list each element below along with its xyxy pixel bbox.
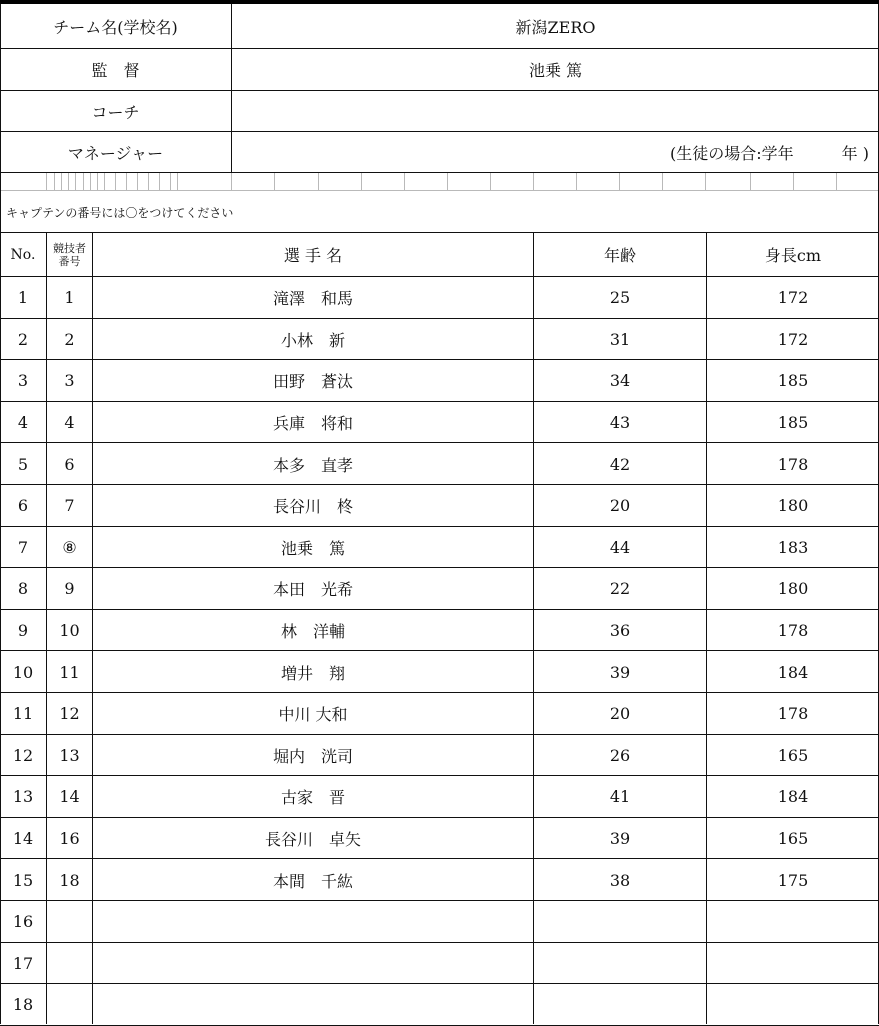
row-divider [0,359,879,360]
row-age [534,984,706,1026]
row-no: 1 [17,288,29,308]
row-player-name: 林 洋輔 [280,622,345,642]
row-age: 44 [609,537,631,557]
row-height: 180 [777,496,809,516]
column-divider [706,232,707,1024]
row-player-name: 本田 光希 [272,580,353,600]
row-athlete-number: 9 [64,579,75,599]
captain-note: キャプテンの番号には〇をつけてください [6,205,234,220]
row-age: 20 [609,704,631,724]
row-divider [0,484,879,485]
row-athlete-number: 12 [59,704,80,724]
table-header-divider [0,276,879,277]
row-divider [0,900,879,901]
row-age: 36 [609,621,631,641]
row-height: 165 [777,829,809,849]
tick-mark [447,173,448,190]
row-divider [0,318,879,319]
row-athlete-number: 6 [64,454,75,474]
tick-mark [104,173,105,190]
row-age: 34 [609,371,631,391]
row-no: 16 [12,912,34,932]
manager-value: 池乗 篤 [528,61,583,80]
row-no: 10 [12,662,34,682]
row-player-name: 本多 直孝 [272,455,353,475]
header-divider [0,90,879,91]
row-athlete-number: 10 [59,621,80,641]
row-player-name: 古家 晋 [280,788,345,808]
coach-label: コーチ [91,102,140,122]
header-athlete-number-line1: 競技者 [53,241,86,255]
row-no: 11 [12,704,34,724]
row-height: 178 [777,621,809,641]
table-top-border [0,232,879,233]
row-no: 2 [17,329,29,349]
tick-mark [662,173,663,190]
row-age: 26 [609,745,631,765]
left-border [0,4,1,1024]
row-no: 4 [17,413,29,433]
column-divider [46,232,47,1024]
header-divider [0,131,879,132]
row-divider [0,609,879,610]
tick-mark [159,173,160,190]
tick-mark [115,173,116,190]
coach-value [232,91,879,131]
tick-mark [126,173,127,190]
row-divider [0,983,879,984]
row-height: 184 [777,662,809,682]
row-age: 38 [609,870,631,890]
row-height: 165 [777,745,809,765]
tick-mark [231,173,232,190]
row-age: 43 [609,413,631,433]
spacer-divider [0,190,879,191]
row-player-name: 池乗 篤 [280,538,345,558]
row-height [707,901,879,943]
row-athlete-number [47,901,92,943]
row-height: 175 [777,870,809,890]
row-player-name: 長谷川 卓矢 [264,830,361,850]
row-no: 14 [12,829,34,849]
row-age: 22 [609,579,631,599]
row-athlete-number: 1 [64,288,75,308]
row-athlete-number [47,984,92,1026]
row-height: 185 [777,371,809,391]
row-athlete-number: 13 [59,745,80,765]
tick-mark [97,173,98,190]
row-player-name: 長谷川 柊 [272,497,353,517]
row-player-name [93,901,533,943]
row-age: 42 [609,454,631,474]
header-athlete-number-line2: 番号 [58,254,81,268]
row-no: 12 [12,745,34,765]
tick-mark [361,173,362,190]
header-athlete-number [47,233,92,276]
row-divider [0,858,879,859]
tick-mark [61,173,62,190]
row-height: 184 [777,787,809,807]
row-height: 172 [777,329,809,349]
tick-mark [148,173,149,190]
row-height: 178 [777,704,809,724]
row-no: 15 [12,870,34,890]
row-divider [0,526,879,527]
row-age: 25 [609,288,631,308]
row-player-name: 増井 翔 [280,663,345,683]
row-athlete-number: 18 [59,870,80,890]
row-age: 20 [609,496,631,516]
row-height: 185 [777,413,809,433]
tick-mark [46,173,47,190]
tick-mark [619,173,620,190]
row-no: 18 [12,995,34,1015]
row-age: 39 [609,829,631,849]
tick-mark [793,173,794,190]
row-player-name: 滝澤 和馬 [272,289,353,309]
header-column-divider [231,4,232,173]
row-height [707,943,879,985]
row-divider [0,942,879,943]
row-age [534,901,706,943]
row-no: 17 [12,953,34,973]
row-height: 183 [777,537,809,557]
row-athlete-number [47,943,92,985]
tick-mark [177,173,178,190]
row-athlete-number: 4 [64,413,75,433]
row-player-name: 中川 大和 [278,705,348,725]
row-age: 31 [609,329,631,349]
row-divider [0,817,879,818]
tick-mark [705,173,706,190]
tick-mark [490,173,491,190]
row-age: 39 [609,662,631,682]
row-athlete-number: 11 [59,662,80,682]
row-no: 8 [17,579,29,599]
tick-mark [75,173,76,190]
column-divider [533,232,534,1024]
team-name-label: チーム名(学校名) [53,17,178,37]
tick-mark [274,173,275,190]
row-player-name: 田野 蒼汰 [272,372,353,392]
row-divider [0,734,879,735]
row-divider [0,650,879,651]
tick-mark [137,173,138,190]
row-height: 178 [777,454,809,474]
header-height: 身長cm [764,246,822,265]
row-athlete-number: 16 [59,829,80,849]
team-manager-label: マネージャー [67,144,164,163]
tick-mark [68,173,69,190]
row-player-name [93,984,533,1026]
row-athlete-number: 7 [64,496,75,516]
tick-mark [318,173,319,190]
header-player-name: 選 手 名 [283,246,343,265]
row-player-name: 小林 新 [280,330,345,350]
team-name-value: 新潟ZERO [515,17,596,37]
row-divider [0,692,879,693]
row-player-name: 堀内 洸司 [272,746,353,766]
tick-mark [836,173,837,190]
header-no: No. [10,246,36,263]
row-player-name: 兵庫 将和 [272,414,353,434]
row-no: 7 [17,537,29,557]
row-no: 5 [17,454,29,474]
row-divider [0,401,879,402]
tick-mark [54,173,55,190]
tick-mark [750,173,751,190]
row-age [534,943,706,985]
tick-mark [576,173,577,190]
tick-mark [90,173,91,190]
tick-mark [83,173,84,190]
tick-mark [170,173,171,190]
header-divider [0,48,879,49]
row-player-name [93,943,533,985]
row-height: 172 [777,288,809,308]
row-divider [0,775,879,776]
row-athlete-number: ⑧ [62,537,77,557]
team-manager-value: (生徒の場合:学年 年 ) [670,144,869,163]
tick-mark [533,173,534,190]
row-height [707,984,879,1026]
row-no: 6 [17,496,29,516]
column-divider [92,232,93,1024]
row-divider [0,567,879,568]
header-divider [0,172,879,173]
row-height: 180 [777,579,809,599]
row-athlete-number: 14 [59,787,80,807]
row-no: 3 [17,371,29,391]
row-no: 9 [17,621,29,641]
header-age: 年齢 [603,246,636,265]
row-athlete-number: 2 [64,329,75,349]
row-player-name: 本間 千紘 [272,871,353,891]
manager-label: 監 督 [91,61,140,80]
tick-mark [404,173,405,190]
row-age: 41 [609,787,631,807]
row-athlete-number: 3 [64,371,75,391]
row-divider [0,442,879,443]
row-no: 13 [12,787,34,807]
